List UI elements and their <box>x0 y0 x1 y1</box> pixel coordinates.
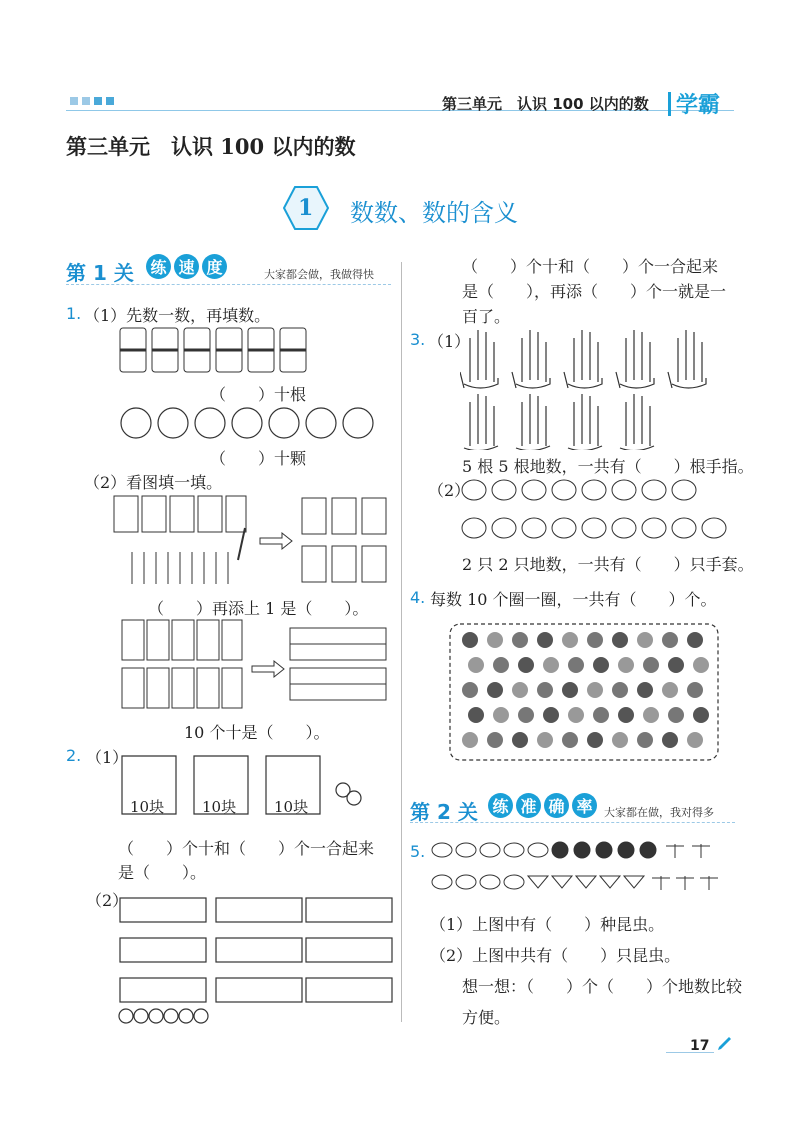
bag-label: 10块 <box>274 798 309 816</box>
ball <box>662 732 678 748</box>
lesson-title: 数数、数的含义 <box>350 199 518 227</box>
ball <box>512 732 528 748</box>
ball <box>487 632 503 648</box>
unit-title: 第三单元 认识 100 以内的数 <box>66 134 356 159</box>
section1-label: 第 1 关 <box>66 261 134 285</box>
q1-blank-sticks: （ ）十根 <box>210 385 307 404</box>
ball <box>562 732 578 748</box>
section2-label: 第 2 关 <box>410 800 478 824</box>
header-decoration <box>70 97 114 105</box>
section2-underline <box>410 822 735 823</box>
ten-tens-figure <box>118 616 388 712</box>
q5-part1: （1）上图中有（ ）种昆虫。 <box>430 915 665 934</box>
q1-ten-tens-text: 10 个十是（ ）。 <box>184 723 330 742</box>
ball <box>637 732 653 748</box>
ball <box>568 707 584 723</box>
pill-char: 准 <box>516 793 541 818</box>
q1-blank-beads: （ ）十颗 <box>210 449 307 468</box>
q2-part1-text-a: （ ）个十和（ ）个一合起来 <box>118 839 375 858</box>
ball <box>687 632 703 648</box>
q1-number: 1. <box>66 304 82 323</box>
page-number: 17 <box>690 1038 710 1054</box>
ball <box>493 657 509 673</box>
bag-label: 10块 <box>202 798 237 816</box>
ball <box>593 707 609 723</box>
ball <box>612 632 628 648</box>
pill-char: 率 <box>572 793 597 818</box>
ball <box>562 682 578 698</box>
q1-part2-label: （2）看图填一填。 <box>84 473 223 492</box>
ball <box>593 657 609 673</box>
ball <box>468 707 484 723</box>
ball <box>543 657 559 673</box>
ball <box>687 732 703 748</box>
q5-part3-b: 方便。 <box>462 1008 511 1027</box>
q2-part2-text-b: 是（ ），再添（ ）个一就是一 <box>462 282 727 301</box>
q2-number: 2. <box>66 746 82 765</box>
q1-part1-label: （1）先数一数，再填数。 <box>84 306 271 325</box>
bag-label: 10块 <box>130 798 165 816</box>
pill-char: 度 <box>202 254 227 279</box>
q3-number: 3. <box>410 330 426 349</box>
logo: 学霸 <box>676 93 721 118</box>
pill-char: 练 <box>146 254 171 279</box>
ball <box>568 657 584 673</box>
egg-boxes-figure <box>118 890 394 1024</box>
ball <box>612 732 628 748</box>
footer-line <box>666 1052 714 1053</box>
balls-figure <box>448 622 720 762</box>
ball <box>543 707 559 723</box>
q2-part1-label: （1） <box>86 748 129 767</box>
ball <box>518 657 534 673</box>
ball <box>668 657 684 673</box>
q3-part2-label: （2） <box>428 481 471 500</box>
q5-number: 5. <box>410 842 426 861</box>
ball <box>612 682 628 698</box>
ball <box>693 707 709 723</box>
ball <box>487 732 503 748</box>
ball <box>562 632 578 648</box>
section1-underline <box>66 284 391 285</box>
pill-char: 练 <box>488 793 513 818</box>
ball <box>537 732 553 748</box>
ball <box>693 657 709 673</box>
ball <box>462 732 478 748</box>
logo-bar <box>668 92 671 116</box>
section2-slogan: 大家都在做，我对得多 <box>604 806 714 819</box>
ball <box>587 682 603 698</box>
ball <box>643 657 659 673</box>
ball <box>687 682 703 698</box>
pill-char: 确 <box>544 793 569 818</box>
q1-plus-one-text: （ ）再添上 1 是（ ）。 <box>148 599 369 618</box>
insects-figure <box>430 836 730 896</box>
q2-part1-text-b: 是（ ）。 <box>118 863 207 882</box>
ball <box>487 682 503 698</box>
gloves-figure <box>460 478 736 542</box>
q3-part2-text: 2 只 2 只地数，一共有（ ）只手套。 <box>462 555 754 574</box>
ball <box>618 707 634 723</box>
ball <box>512 632 528 648</box>
pill-char: 速 <box>174 254 199 279</box>
q2-part2-text-c: 百了。 <box>462 307 511 326</box>
ball <box>618 657 634 673</box>
ball <box>537 632 553 648</box>
ball <box>587 732 603 748</box>
section2-pill <box>488 793 597 818</box>
ball <box>462 682 478 698</box>
header-title: 第三单元 认识 100 以内的数 <box>442 95 649 113</box>
section1-pill <box>146 254 227 279</box>
q4-number: 4. <box>410 588 426 607</box>
pencil-icon <box>716 1034 734 1052</box>
stick-bundles-figure <box>118 324 308 376</box>
q2-part2-label: （2） <box>86 891 129 910</box>
ball <box>668 707 684 723</box>
column-divider <box>401 262 402 1022</box>
q3-part1-label: （1） <box>428 332 471 351</box>
q5-part2: （2）上图中共有（ ）只昆虫。 <box>430 946 681 965</box>
ball <box>637 682 653 698</box>
ball <box>468 657 484 673</box>
ball <box>587 632 603 648</box>
q4-text: 每数 10 个圈一圈，一共有（ ）个。 <box>430 590 717 609</box>
ball <box>518 707 534 723</box>
ball <box>512 682 528 698</box>
ball <box>462 632 478 648</box>
q2-part2-text-a: （ ）个十和（ ）个一合起来 <box>462 257 719 276</box>
q5-part3-a: 想一想：（ ）个（ ）个地数比较 <box>462 977 743 996</box>
ball <box>537 682 553 698</box>
ball <box>662 682 678 698</box>
ball <box>493 707 509 723</box>
bundles-plus-one-figure <box>110 492 400 588</box>
ball <box>637 632 653 648</box>
lesson-number: 1 <box>298 195 314 221</box>
bead-rings-figure <box>118 403 394 443</box>
hands-figure <box>460 324 720 450</box>
ball <box>662 632 678 648</box>
section1-slogan: 大家都会做，我做得快 <box>264 268 374 281</box>
ball <box>643 707 659 723</box>
q3-part1-text: 5 根 5 根地数，一共有（ ）根手指。 <box>462 457 754 476</box>
